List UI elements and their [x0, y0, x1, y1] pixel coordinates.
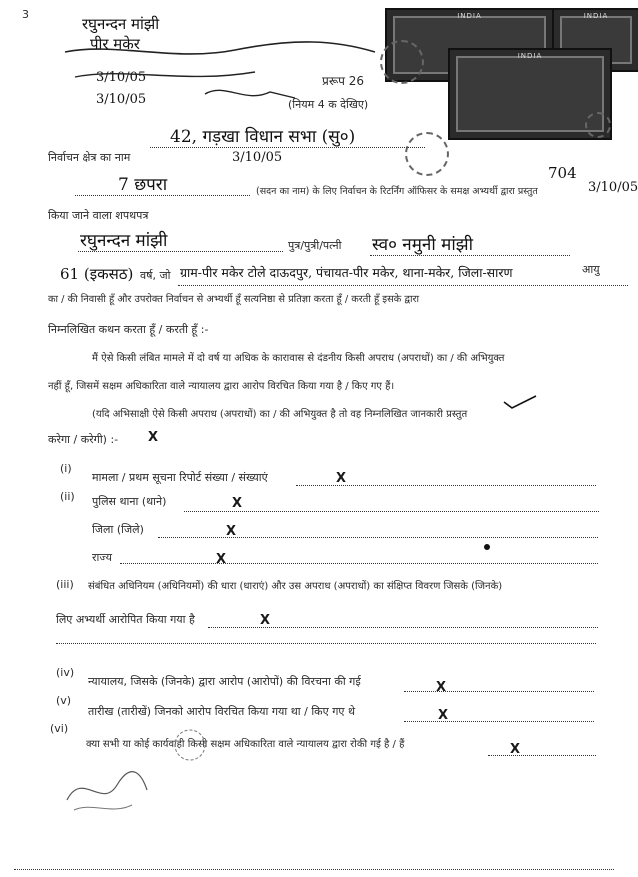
father-name-underline: [370, 254, 570, 256]
stamp-left-date: 3/10/05: [232, 150, 283, 165]
district-underline: [75, 194, 250, 196]
constituency-underline: [150, 146, 425, 148]
item5-line: [404, 720, 594, 722]
item4-line: [404, 690, 594, 692]
ink-dot: [484, 544, 490, 550]
item5-mark: X: [438, 708, 449, 723]
handwritten-note-line3: 3/10/05: [96, 70, 147, 85]
state-item-mark: X: [216, 552, 227, 567]
page-number: 3: [22, 8, 29, 21]
district-item-line: [158, 536, 598, 538]
address-underline: [178, 284, 628, 286]
item4-number: (iv): [56, 666, 75, 679]
house-text: (सदन का नाम) के लिए निर्वाचन के रिटर्निंग ऑफिसर के समक्ष अभ्यर्थी द्वारा प्रस्तुत: [256, 186, 538, 197]
handwritten-note-line4: 3/10/05: [96, 92, 147, 107]
handwritten-note-line2: पीर मकेर: [90, 35, 140, 53]
item3-line1: संबंधित अधिनियम (अधिनियमों) की धारा (धाराएं) और उस अपराध (अपराधों) का संक्षिप्त विवरण जिसके (जिनके): [88, 581, 503, 592]
paragraph2-line1: (यदि अभिसाक्षी ऐसे किसी अपराध (अपराधों) का / की अभियुक्त है तो वह निम्नलिखित जानकारी प्रस्तुत: [92, 409, 468, 420]
item2-mark: X: [232, 496, 243, 511]
tick-mark: [500, 392, 540, 412]
residence-text: का / की निवासी हूँ और उपरोक्त निर्वाचन से अभ्यर्थी हूँ सत्यनिष्ठा से प्रतिज्ञा करता हूँ / करती हूँ इसके द्वारा: [48, 294, 420, 305]
candidate-name-underline: [78, 250, 283, 252]
paragraph1-line1: मैं ऐसे किसी लंबित मामले में दो वर्ष या अधिक के कारावास से दंडनीय किसी अपराध (अपराधों) का / की अभियुक्त: [92, 353, 505, 364]
statement-text: निम्नलिखित कथन करता हूँ / करती हूँ :-: [48, 323, 209, 336]
relation-label: पुत्र/पुत्री/पत्नी: [288, 239, 342, 252]
candidate-age: 61 (इकसठ): [60, 265, 134, 283]
office-seal: [405, 132, 449, 176]
item3-mark: X: [260, 613, 271, 628]
district-item-mark: X: [226, 524, 237, 539]
item3-line2: लिए अभ्यर्थी आरोपित किया गया है: [56, 613, 195, 626]
paragraph2-line2: करेगा / करेगी) :-: [48, 433, 119, 446]
district-item-label: जिला (जिले): [92, 523, 144, 536]
affidavit-label: किया जाने वाला शपथपत्र: [48, 209, 149, 222]
item1-mark: X: [336, 471, 347, 486]
district-name: 7 छपरा: [118, 175, 168, 195]
item5-label: तारीख (तारीखें) जिनको आरोप विरचित किया गया था / किए गए थे: [88, 705, 356, 718]
revenue-stamp-2: INDIA: [552, 8, 638, 72]
age-label: आयु: [582, 263, 600, 276]
constituency-label: निर्वाचन क्षेत्र का नाम: [48, 151, 131, 164]
revenue-stamp-1: INDIA: [385, 8, 554, 82]
paragraph2-mark: X: [148, 430, 159, 445]
constituency-number-name: 42, गड़खा विधान सभा (सु०): [170, 127, 356, 147]
seal-scribble: [160, 725, 220, 765]
form-subtitle: (नियम 4 क देखिए): [288, 98, 369, 111]
item6-mark: X: [510, 742, 521, 757]
candidate-address: ग्राम-पीर मकेर टोले दाऊदपुर, पंचायत-पीर मकेर, थाना-मकेर, जिला-सारण: [180, 265, 513, 280]
item5-number: (v): [56, 694, 72, 707]
stamp-seal-right: [585, 112, 611, 138]
item6-label: क्या सभी या कोई कार्यवाही किसी सक्षम अधिकारिता वाले न्यायालय द्वारा रोकी गई है / हैं: [86, 739, 405, 750]
handwritten-note-line1: रघुनन्दन मांझी: [82, 15, 160, 33]
receipt-date: 3/10/05: [588, 180, 638, 195]
state-item-label: राज्य: [92, 551, 113, 564]
item3-line-extra: [56, 642, 596, 644]
item2-number: (ii): [60, 490, 75, 503]
paragraph1-line2: नहीं हूँ, जिसमें सक्षम अधिकारिता वाले न्यायालय द्वारा आरोप विरचित किया गया है / किए गए हैं।: [48, 381, 395, 392]
item2-label: पुलिस थाना (थाने): [92, 495, 167, 508]
address-prefix: वर्ष, जो: [140, 269, 171, 282]
item6-line: [488, 754, 596, 756]
item3-number: (iii): [56, 578, 74, 591]
form-title: प्ररूप 26: [322, 74, 365, 88]
item1-number: (i): [60, 462, 72, 475]
item4-mark: X: [436, 680, 447, 695]
item1-label: मामला / प्रथम सूचना रिपोर्ट संख्या / संख्याएं: [92, 471, 268, 484]
father-name: स्व० नमुनी मांझी: [372, 235, 473, 255]
receipt-number: 704: [548, 164, 577, 182]
item6-number: (vi): [50, 722, 69, 735]
signature-scribble-bottom: [62, 760, 152, 820]
candidate-name: रघुनन्दन मांझी: [80, 231, 168, 251]
stamp-seal-left: [380, 40, 424, 84]
revenue-stamp-3: INDIA: [448, 48, 612, 140]
bottom-edge-line: [14, 868, 614, 870]
item2-line: [184, 510, 599, 512]
item4-label: न्यायालय, जिसके (जिनके) द्वारा आरोप (आरोपों) की विरचना की गई: [88, 675, 361, 688]
state-item-line: [120, 562, 598, 564]
